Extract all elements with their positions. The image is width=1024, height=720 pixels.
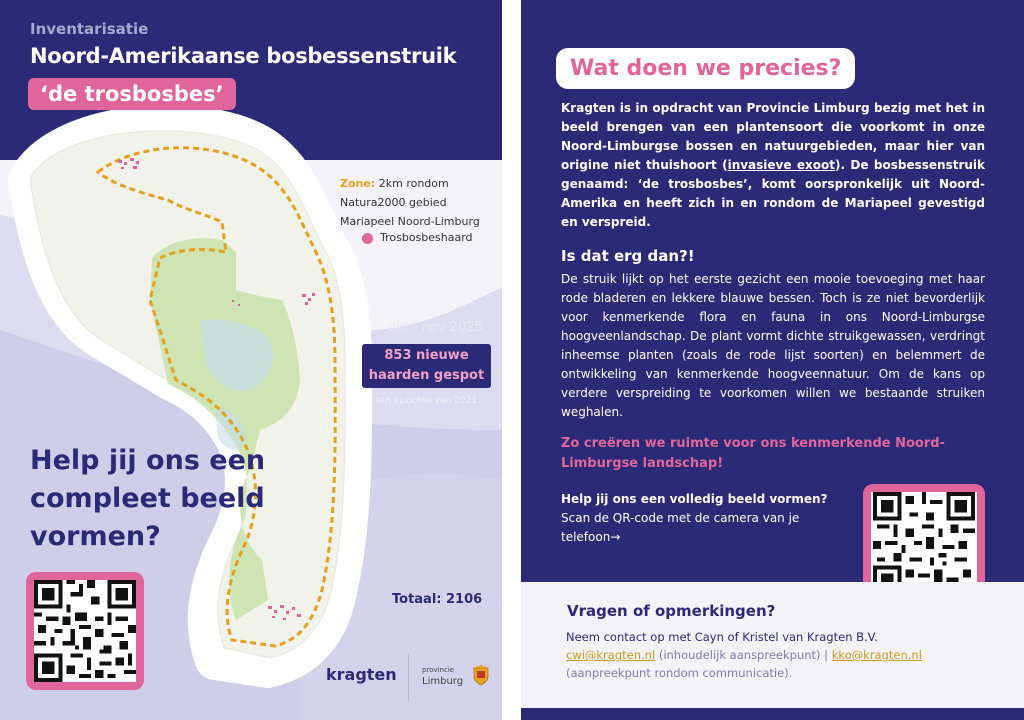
total-count: Totaal: 2106 — [392, 592, 483, 607]
stat-line1: 853 nieuwe — [384, 348, 469, 363]
provincie-logo-small: provincie — [422, 666, 455, 674]
page-title: Noord-Amerikaanse bosbessenstruik — [30, 44, 457, 68]
help-rest: Scan de QR-code met de camera van je telefoon→ — [561, 511, 800, 544]
stat-box — [362, 344, 491, 388]
legend-zone-line1: 2km rondom — [378, 177, 449, 190]
provincie-logo: Limburg — [422, 676, 464, 687]
email-link-cwi[interactable]: cwi@kragten.nl — [566, 648, 656, 662]
qr-icon — [871, 492, 977, 594]
intro-paragraph — [561, 99, 985, 232]
highlight-statement: Zo creëren we ruimte voor ons kenmerkende Noord-Limburgse landschap! — [561, 436, 945, 471]
kicker-text: Inventarisatie — [30, 20, 149, 38]
right-page — [521, 0, 1024, 720]
body-paragraph: De struik lijkt op het eerste gezicht een mooie toevoeging met haar rode bladeren en lekkere blauwe bessen. Toch is ze niet bevorderlijk voor kenmerkende flora en fauna in ons Noord-Limburgse hoogveenlandschap. De plant vormt dichte struikgewassen, verdringt inheemse planten (zoals de rode lijst soorten) en belemmert de ontwikkeling van kenmerkende hoogveennatuur. Om de kans op verdere verspreiding te voorkomen willen we bestaande struiken weghalen. — [561, 272, 985, 419]
logo-divider — [408, 654, 409, 702]
legend-zone-line3: Mariapeel Noord-Limburg — [340, 215, 480, 228]
stat-since: ten opzichte van 2021 — [376, 396, 477, 406]
help-text — [561, 490, 831, 547]
intro-part-a: Kragten is in opdracht van Provincie Limburg bezig met het in beeld brengen van een plantensoort die voorkomt in onze Noord-Limburgse bossen en natuurgebieden, maar hier van origine niet thuishoort ( — [561, 101, 985, 172]
contact-line1: Neem contact op met Cayn of Kristel van Kragten B.V. — [566, 630, 878, 644]
contact-text — [566, 628, 986, 682]
contact-heading: Vragen of opmerkingen? — [567, 602, 776, 620]
right-heading: Wat doen we precies? — [556, 48, 855, 89]
legend-zone-label: Zone: — [340, 177, 376, 190]
map-legend-zone — [340, 174, 480, 231]
subtitle-pill: ‘de trosbosbes’ — [28, 78, 236, 110]
cta-heading: Help jij ons een compleet beeld vormen? — [30, 445, 266, 552]
section-heading: Is dat erg dan?! — [561, 247, 695, 265]
left-page — [0, 0, 502, 720]
limburg-crest-icon — [472, 664, 490, 686]
right-footer-strip — [521, 708, 1024, 720]
kragten-logo: kragten — [326, 665, 397, 684]
legend-zone-line2: Natura2000 gebied — [340, 196, 447, 209]
invasive-exotic-link[interactable]: invasieve exoot — [727, 158, 835, 172]
email-note-1: (inhoudelijk aanspreekpunt) | — [655, 648, 832, 662]
qr-icon — [34, 580, 136, 682]
hotspot-dot-icon — [362, 233, 373, 244]
stat-line2: haarden gespot — [368, 368, 485, 383]
email-link-kko[interactable]: kko@kragten.nl — [831, 648, 922, 662]
email-note-2: (aanpreekpunt rondom communicatie). — [566, 666, 793, 680]
legend-dot-label: Trosbosbeshaard — [380, 231, 473, 244]
qr-code-left[interactable] — [26, 572, 144, 690]
stat-period: okt - nov 2025 — [388, 320, 483, 335]
help-bold: Help jij ons een volledig beeld vormen? — [561, 492, 828, 506]
intro-part-b: ). De bosbessenstruik genaamd: ‘de trosbosbes’, komt oorspronkelijk uit Noord-Amerika en heeft zich in en rondom de Mariapeel gevestigd en verspreid. — [561, 158, 985, 229]
contact-panel — [521, 582, 1024, 708]
